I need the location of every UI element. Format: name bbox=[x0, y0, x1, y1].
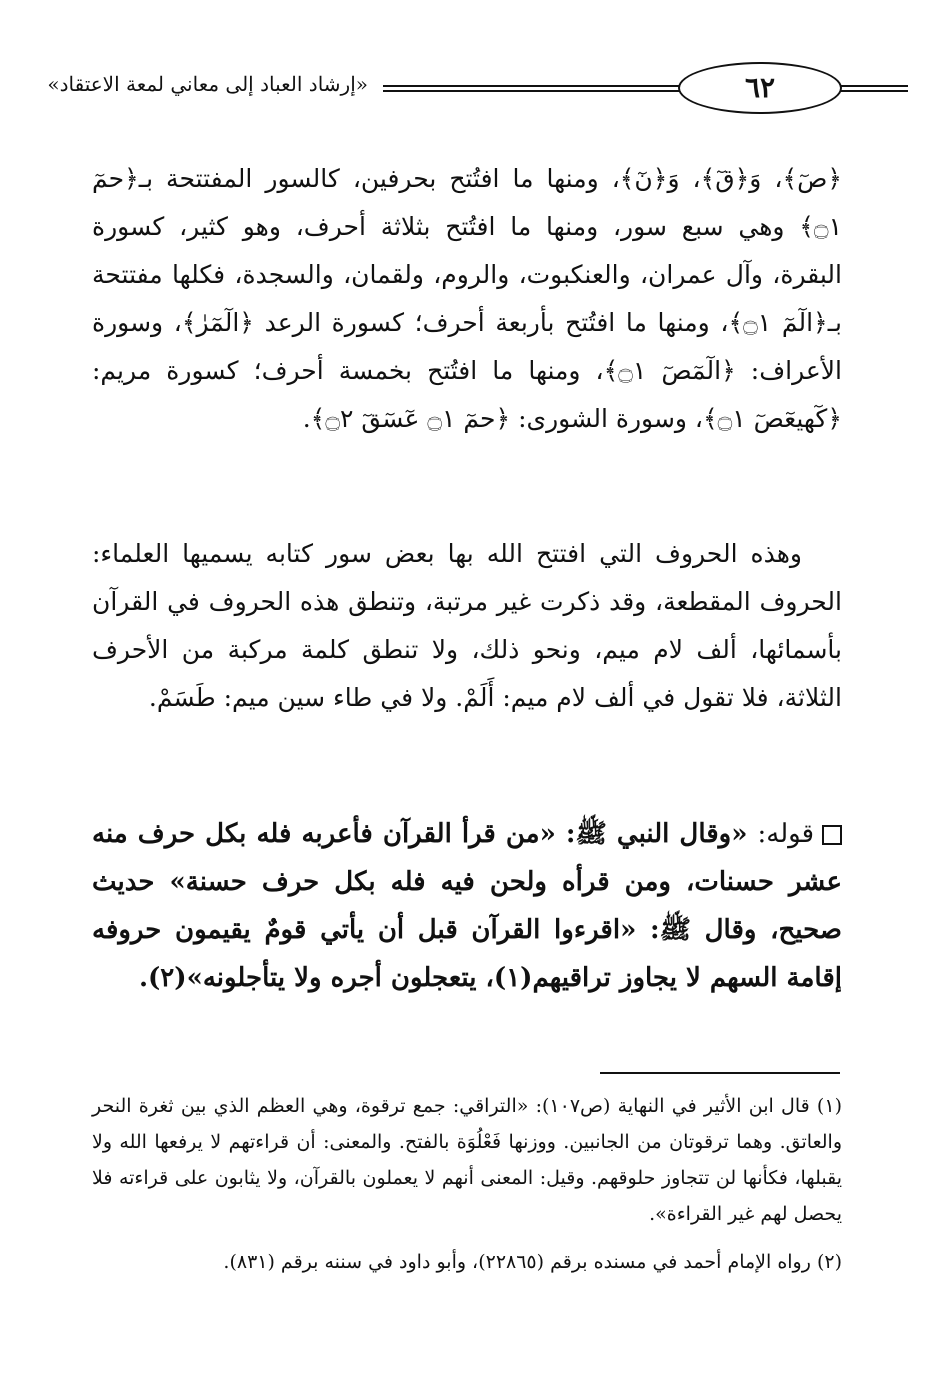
checkbox-icon bbox=[822, 825, 842, 845]
footnotes bbox=[92, 1088, 842, 1292]
paragraph-2: وهذه الحروف التي افتتح الله بها بعض سور كتابه يسميها العلماء: الحروف المقطعة، وقد ذكرت غير مرتبة، وتنطق هذه الحروف في القرآن بأسمائها، ألف لام ميم، ونحو ذلك، ولا تنطق كلمة مركبة من الأحرف الثلاثة، فلا تقول في ألف لام ميم: أَلَمْ. ولا في طاء سين ميم: طَسَمْ. bbox=[92, 539, 842, 712]
footnote-divider bbox=[600, 1072, 840, 1074]
quote-prefix: قوله: bbox=[757, 819, 814, 849]
running-title: «إرشاد العباد إلى معاني لمعة الاعتقاد» bbox=[47, 72, 368, 96]
footnote-2: (٢) رواه الإمام أحمد في مسنده برقم (٢٢٨٦٥)، وأبو داود في سننه برقم (٨٣١). bbox=[223, 1251, 842, 1273]
paragraph-1: ﴿صٓ﴾، وَ﴿قٓ﴾، وَ﴿نٓ﴾، ومنها ما افتُتح بحرفين، كالسور المفتتحة بـ﴿حمٓ ۝١﴾ وهي سبع سور، ومنها ما افتُتح بثلاثة أحرف، وهو كثير، كسورة البقرة، وآل عمران، والعنكبوت، والروم، ولقمان، والسجدة، فكلها مفتتحة بـ﴿الٓمٓ ۝١﴾، ومنها ما افتُتح بأربعة أحرف؛ كسورة الرعد ﴿الٓمٓرٰ﴾، وسورة الأعراف: ﴿الٓمٓصٓ ۝١﴾، ومنها ما افتُتح بخمسة أحرف؛ كسورة مريم: ﴿كٓهيعٓصٓ ۝١﴾، وسورة الشورى: ﴿حمٓ ۝١ عٓسٓقٓ ۝٢﴾. bbox=[92, 164, 842, 433]
page-header bbox=[47, 62, 838, 118]
quote-text: «وقال النبي ﷺ: «من قرأ القرآن فأعربه فله بكل حرف منه عشر حسنات، ومن قرأه ولحن فيه فله بكل حرف حسنة» حديث صحيح، وقال ﷺ: «اقرءوا القرآن قبل أن يأتي قومٌ يقيمون حروفه إقامة السهم لا يجاوز تراقيهم(١)، يتعجلون أجره ولا يتأجلونه»(٢). bbox=[92, 819, 842, 993]
paragraph-3 bbox=[92, 810, 842, 1002]
page-number: ٦٢ bbox=[678, 62, 842, 114]
footnote-1: (١) قال ابن الأثير في النهاية (ص١٠٧): «التراقي: جمع ترقوة، وهي العظم الذي بين ثغرة النحر والعاتق. وهما ترقوتان من الجانبين. ووزنها فَعْلُوَة بالفتح. والمعنى: أن قراءتهم لا يرفعها الله ولا يقبلها، فكأنها لن تتجاوز حلوقهم. وقيل: المعنى أنهم لا يعملون بالقرآن، ولا يثابون على قراءته فلا يحصل لهم غير القراءة». bbox=[92, 1095, 842, 1225]
